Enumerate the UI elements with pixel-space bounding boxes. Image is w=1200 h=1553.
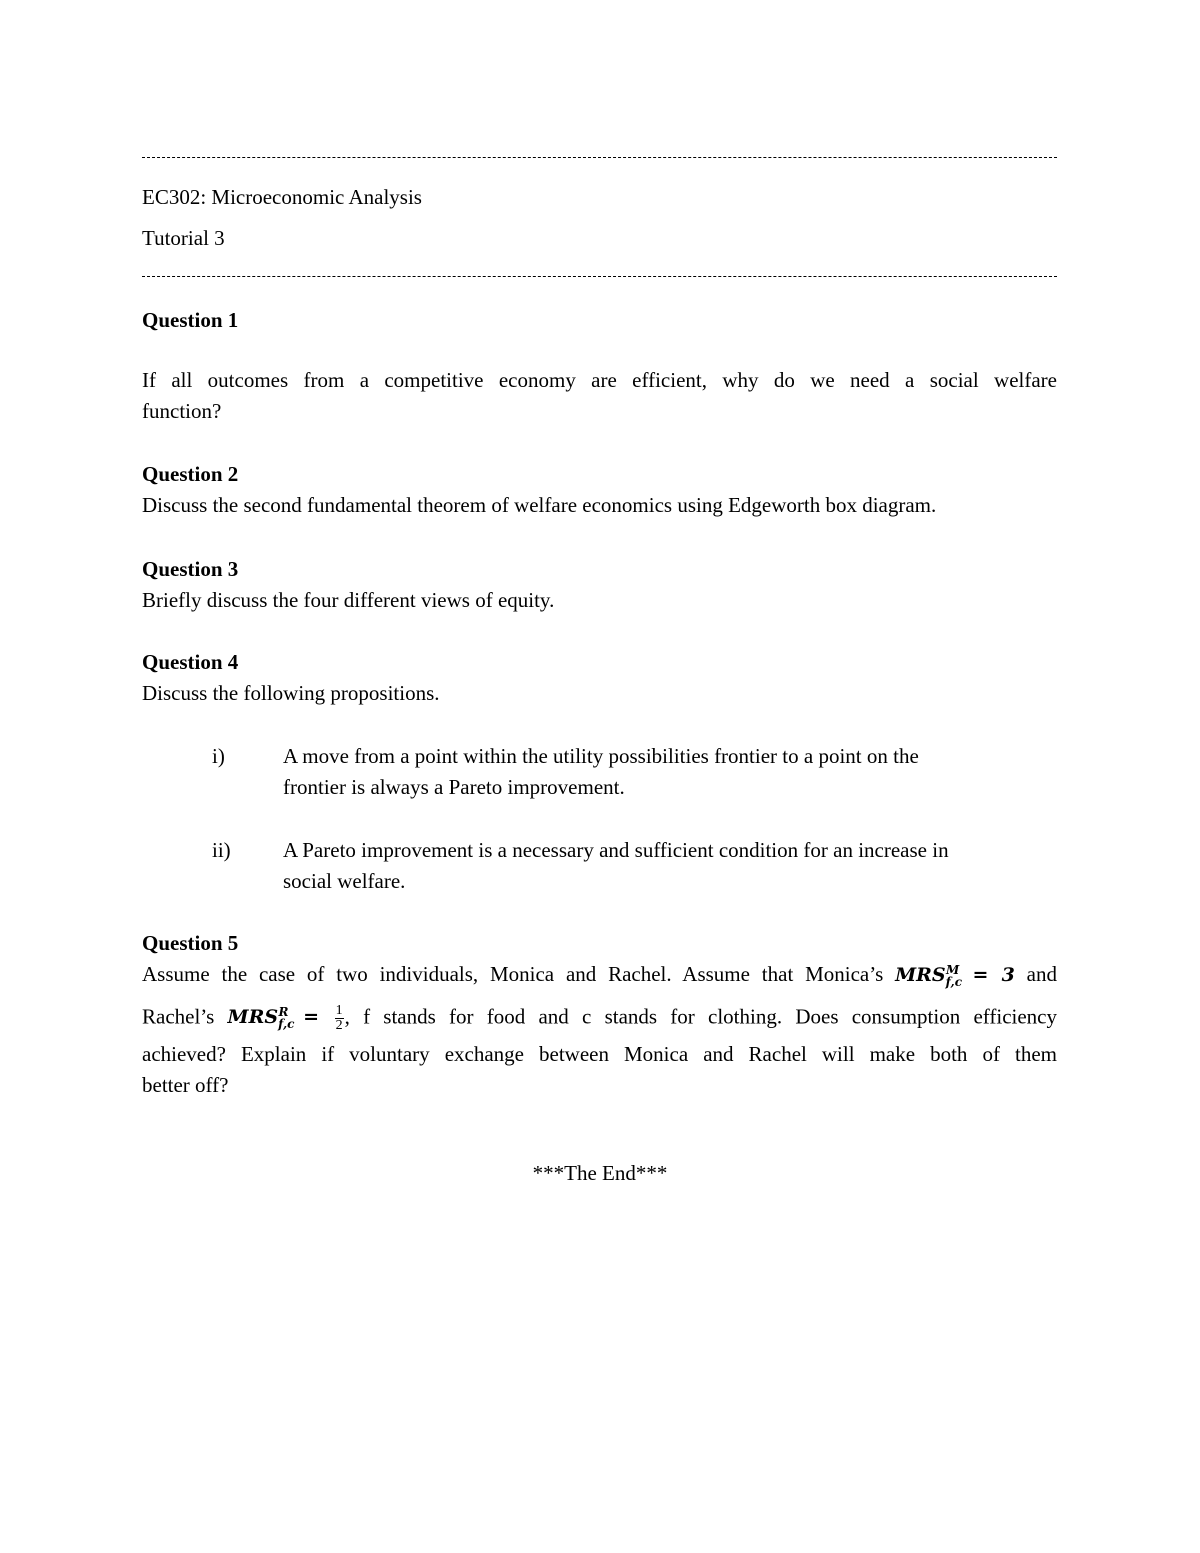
fraction-denominator: 2 xyxy=(335,1018,343,1033)
end-marker: ***The End*** xyxy=(532,1161,668,1185)
question-3-heading: Question 3 xyxy=(142,557,239,581)
tutorial-label: Tutorial 3 xyxy=(142,226,225,250)
course-title: EC302: Microeconomic Analysis xyxy=(142,185,422,209)
question-5-line-2-post: , f stands for food and c stands for clothing. Does consumption efficiency xyxy=(344,1004,1058,1029)
proposition-i-line-1: A move from a point within the utility possibilities frontier to a point on the xyxy=(283,744,919,768)
mrs-monica-subscript: f,c xyxy=(945,974,963,989)
mrs-rachel-subscript: f,c xyxy=(278,1017,295,1032)
question-5-line-1-pre: Assume the case of two individuals, Monica and Rachel. Assume that Monica’s xyxy=(142,962,896,986)
proposition-ii-marker: ii) xyxy=(212,838,231,862)
question-2-text: Discuss the second fundamental theorem of welfare economics using Edgeworth box diagram. xyxy=(142,493,937,517)
mrs-rachel-equals: = xyxy=(288,1006,334,1029)
question-1-heading: Question 1 xyxy=(142,308,239,332)
mrs-monica-value: = 3 xyxy=(959,964,1015,986)
question-5-text-line-1 xyxy=(142,962,1057,989)
proposition-i-line-2: frontier is always a Pareto improvement. xyxy=(283,775,625,799)
question-5-text-line-2 xyxy=(142,1004,1057,1033)
question-2-heading: Question 2 xyxy=(142,462,239,486)
fraction-numerator: 1 xyxy=(335,1003,343,1018)
mrs-monica-base: MRS xyxy=(895,964,946,986)
mrs-rachel-superscript: R xyxy=(278,1004,289,1019)
question-5-line-1-post: and xyxy=(1014,962,1057,986)
question-5-heading: Question 5 xyxy=(142,931,239,955)
question-5-text-line-3: achieved? Explain if voluntary exchange between Monica and Rachel will make both of them xyxy=(142,1042,1057,1066)
question-3-text: Briefly discuss the four different views of equity. xyxy=(142,588,555,612)
top-dashed-rule xyxy=(142,157,1057,158)
mrs-monica-formula xyxy=(895,962,1015,989)
bottom-dashed-rule xyxy=(142,276,1057,277)
proposition-i-marker: i) xyxy=(212,744,225,768)
mrs-rachel-base: MRS xyxy=(227,1006,279,1029)
proposition-ii-line-2: social welfare. xyxy=(283,869,406,893)
question-1-text-line-2: function? xyxy=(142,399,222,423)
question-4-heading: Question 4 xyxy=(142,650,239,674)
mrs-monica-superscript: M xyxy=(946,962,960,977)
question-1-text-line-1: If all outcomes from a competitive economy are efficient, why do we need a social welfare xyxy=(142,368,1057,392)
question-4-text: Discuss the following propositions. xyxy=(142,681,440,705)
mrs-rachel-formula xyxy=(227,1004,334,1032)
one-half-fraction xyxy=(335,1004,344,1033)
question-5-line-2-pre: Rachel’s xyxy=(142,1004,228,1029)
proposition-ii-line-1: A Pareto improvement is a necessary and sufficient condition for an increase in xyxy=(283,838,949,862)
question-5-text-line-4: better off? xyxy=(142,1073,229,1097)
